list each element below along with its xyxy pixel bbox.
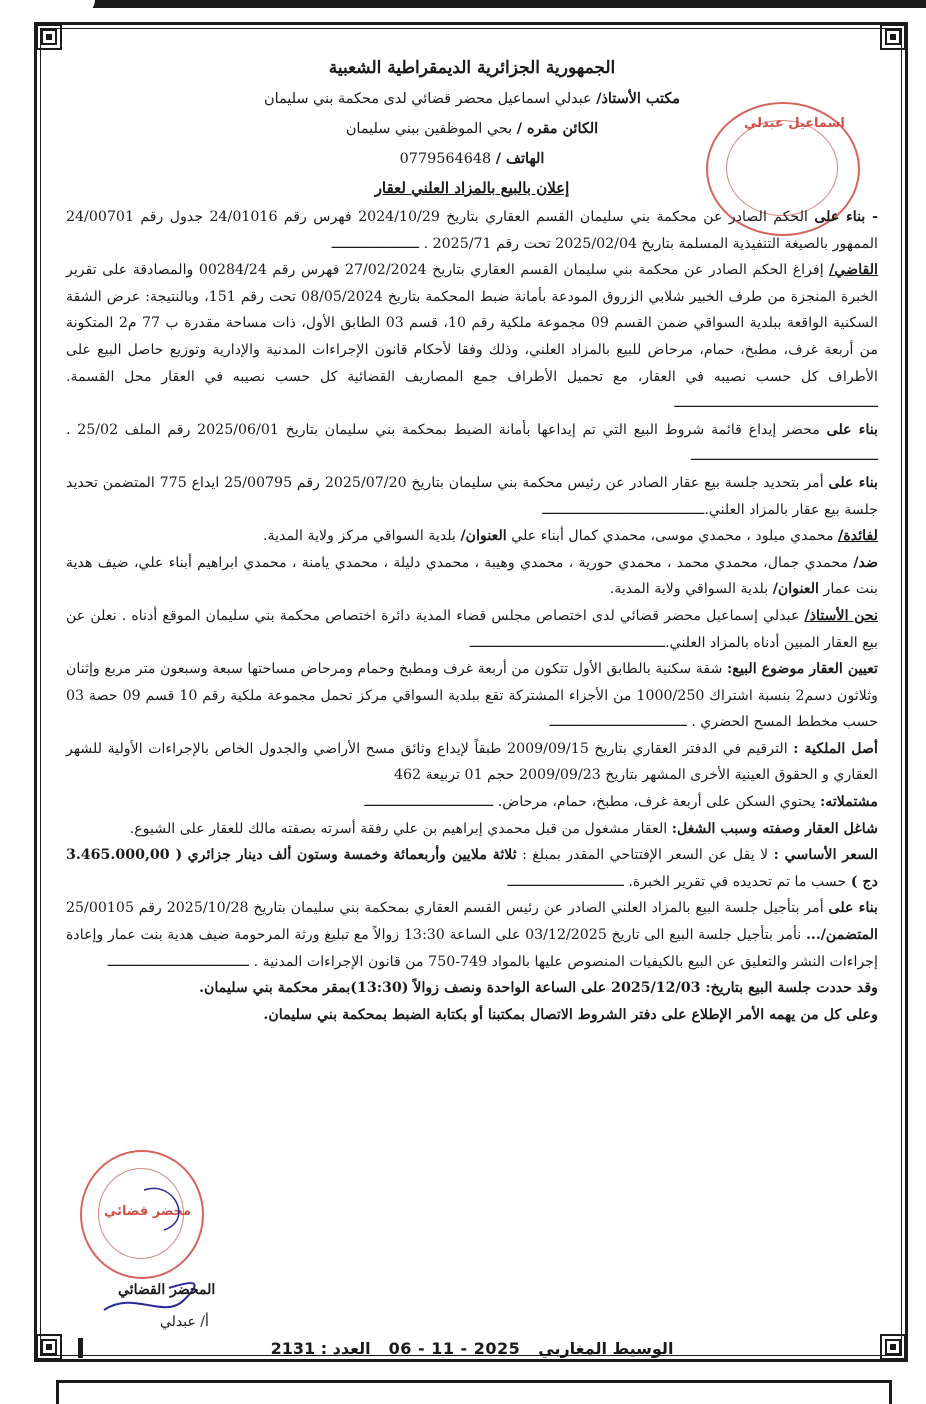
lead-label: بناء على xyxy=(826,421,878,438)
lead-label: المتضمن/... xyxy=(805,927,878,944)
announcement-title xyxy=(66,174,878,204)
paragraph-ruling: القاضي/ إفراغ الحكم الصادر عن محكمة بني سليمان القسم العقاري بتاريخ 27/02/2024 فهرس رقم 00284/24 والمصادقة على تقرير الخبرة المنجزة من طرف الخبير شلابي الزروق المودعة بأمانة ضبط المحكمة بتاريخ 08/05/2024 تحت رقم 151، وبالنتيجة: عرض الشقة السكنية الواقعة ببلدية السواقي ضمن القسم 09 مجموعة ملكية رقم 10، قسم 03 الطابق الأول، ذات مساحة مقدرة ب 77 م2 المتكونة من أربعة غرف، مطبخ، حمام، مرحاض للبيع بالمزاد العلني، وذلك وفقا لأحكام قانون الإجراءات المدنية والإدارية وتوزيع حاصل البيع على الأطراف كل حسب نصيبه في العقار، مع تحميل الأطراف جمع المصاريف القضائية كل حسب نصيبه في العقار محل القسمة. ـــــــــــــــــــــــــــــــــــــــــــــــــ xyxy=(66,262,878,412)
paragraph-ownership xyxy=(66,736,878,789)
phone-value: 0779564648 xyxy=(399,151,492,167)
footer-publication: الوسيط المغاربي xyxy=(538,1338,674,1358)
paragraph-text: لا يقل عن السعر الإفتتاحي المقدر بمبلغ : xyxy=(522,847,769,864)
paragraph-session-date: وقد حددت جلسة البيع بتاريخ: 2025/12/03 على الساعة الواحدة ونصف زوالاً (13:30)بمقر محكمة بني سليمان. xyxy=(199,980,878,997)
paragraph-text: بلدية السواقي ولاية المدية. xyxy=(609,581,769,598)
address-value: بحي الموظفين ببني سليمان xyxy=(345,121,513,137)
paragraph-text: نأمر بتأجيل جلسة البيع الى تاريخ 03/12/2025 على الساعة 13:30 زوالاً مع تبليغ ورثة المرحومة ضيف هدية بنت عمار وإعادة إجراءات النشر والتعليق عن البيع بالكيفيات المنصوص عليها بالمواد 749-750 من قانون الإجراءات المدنية . xyxy=(66,927,878,970)
office-value: عبدلي اسماعيل محضر قضائي لدى محكمة بني سليمان xyxy=(264,91,592,107)
lead-label: لفائدة/ xyxy=(838,528,878,545)
corner-ornament-icon xyxy=(880,1334,906,1360)
paragraph-contact: وعلى كل من يهمه الأمر الإطلاع على دفتر الشروط الاتصال بمكتبنا أو بكتابة الضبط بمحكمة بني سليمان. xyxy=(263,1006,878,1023)
paragraph-occupant xyxy=(66,816,878,843)
paragraph-text: محمدي ميلود ، محمدي موسى، محمدي كمال أبناء علي xyxy=(511,528,834,545)
republic-title: الجمهورية الجزائرية الديمقراطية الشعبية xyxy=(328,58,616,78)
top-border-bar xyxy=(0,0,926,8)
footer xyxy=(66,1332,878,1364)
paragraph-text: الحكم الصادر عن محكمة بني سليمان القسم العقاري بتاريخ 2024/10/29 فهرس رقم 24/01016 جدول رقم 24/00701 الممهور بالصيغة التنفيذية المسلمة بتاريخ 2025/02/04 تحت رقم 2025/71 . xyxy=(66,209,878,252)
paragraph-postponement: بناء على أمر بتأجيل جلسة البيع بالمزاد العلني الصادر عن رئيس القسم العقاري بمحكمة بني سليمان بتاريخ 2025/10/28 رقم 25/00105 المتضمن/... نأمر بتأجيل جلسة البيع الى تاريخ 03/12/2025 على الساعة 13:30 زوالاً مع تبليغ ورثة المرحومة ضيف هدية بنت عمار وإعادة إجراءات النشر والتعليق عن البيع بالكيفيات المنصوص عليها بالمواد 749-750 من قانون الإجراءات المدنية . ــــــــــــــــــــــــــــــــــ xyxy=(66,900,878,970)
corner-ornament-icon xyxy=(880,24,906,50)
signature-name: أ/ عبدلي xyxy=(160,1314,209,1330)
paragraph-session-order: بناء على أمر بتحديد جلسة بيع عقار الصادر عن رئيس محكمة بني سليمان بتاريخ 2025/07/20 رقم 25/00795 ايداع 775 المتضمن تحديد جلسة بيع عقار بالمزاد العلني.ـــــــــــــــــــــــــــــــــــــــ xyxy=(66,474,878,518)
paragraph-against xyxy=(66,550,878,603)
phone-line xyxy=(66,144,878,174)
price-words: ثلاثة ملايين وأربعمائة وخمسة وستون ألف دينار جزائري xyxy=(187,847,517,864)
price-number: ( 3.465.000,00 دج ) xyxy=(66,847,878,890)
footer-date: 06 - 11 - 2025 xyxy=(388,1338,521,1358)
paragraph-beneficiaries xyxy=(66,523,878,550)
announcement-text: إعلان بالبيع بالمزاد العلني لعقار xyxy=(374,179,570,197)
paragraph-text: العقار مشغول من قبل محمدي إبراهيم بن علي رفقة أسرته بصفته مالك للعقار على الشيوع. xyxy=(129,820,668,837)
paragraph-property: تعيين العقار موضوع البيع: شقة سكنية بالطابق الأول تتكون من أربعة غرف ومطبخ وحمام ومرحاض مساحتها سبعة وسبعون متر مربع وإثنان وثلاثون دسم2 بنسبة اشتراك 1000/250 من الأجزاء المشتركة تقع ببلدية السواقي مركز تحمل مجموعة ملكية رقم 10 قسم 09 حصة 03 حسب مخطط المسح الحضري . ـــــــــــــــــــــــــــــــــ xyxy=(66,661,879,731)
office-line xyxy=(66,84,878,114)
signature-title: المحضر القضائي xyxy=(118,1282,216,1298)
lead-label: مشتملاته: xyxy=(820,794,878,811)
paragraph-text: عبدلي إسماعيل محضر قضائي لدى اختصاص مجلس قضاء المدية دائرة اختصاص محكمة بني سليمان الموقع أدناه . نعلن عن بيع العقار المبين أدناه بالمزاد العلني. xyxy=(66,607,878,651)
office-label: مكتب الأستاذ/ xyxy=(596,90,680,107)
lead-label: أصل الملكية : xyxy=(793,740,878,757)
address-label: الكائن مقره / xyxy=(516,120,599,137)
lead-label: السعر الأساسي : xyxy=(773,847,878,864)
corner-ornament-icon xyxy=(36,1334,62,1360)
paragraph-text: محضر إيداع قائمة شروط البيع التي تم إيداعها بأمانة الضبط بمحكمة بني سليمان بتاريخ 2025/06/01 رقم الملف 25/02 . xyxy=(66,421,820,438)
lead-label: بناء على xyxy=(828,900,878,917)
phone-label: الهاتف / xyxy=(495,150,545,167)
paragraph-judgment: - بناء على الحكم الصادر عن محكمة بني سليمان القسم العقاري بتاريخ 2024/10/29 فهرس رقم 24/01016 جدول رقم 24/00701 الممهور بالصيغة التنفيذية المسلمة بتاريخ 2025/02/04 تحت رقم 2025/71 . ـــــــــــــــــــــ xyxy=(66,209,879,252)
paragraph-text: يحتوي السكن على أربعة غرف، مطبخ، حمام، مرحاض. xyxy=(497,794,816,811)
page-curl xyxy=(0,0,95,14)
paragraph-text: الترقيم في الدفتر العقاري بتاريخ 2009/09/15 طبقاً لإيداع وثائق مسح الأراضي والجدول الخاص بالإجراءات الأولية للشهر العقاري و الحقوق العينية الأخرى المشهر بتاريخ 2009/09/23 حجم 01 تربيعة 462 xyxy=(66,740,878,784)
lead-label: القاضي/ xyxy=(829,262,878,279)
lead-label: بناء على xyxy=(828,474,878,491)
stamp-top-text: اسماعيل عبدلي xyxy=(744,116,845,131)
paragraph-text: بلدية السواقي مركز ولاية المدية. xyxy=(262,528,456,545)
address-label: العنوان/ xyxy=(772,581,819,598)
lead-label: تعيين العقار موضوع البيع: xyxy=(727,661,878,678)
signature-scribble-icon xyxy=(74,1160,214,1324)
paragraph-text: محمدي جمال، محمدي محمد ، محمدي حورية ، محمدي وهيبة ، محمدي دليلة ، محمدي يامنة ، محمدي ابراهيم أبناء علي، ضيف هدية بنت عمار xyxy=(66,554,878,598)
paragraph-bailiff: نحن الأستاذ/ عبدلي إسماعيل محضر قضائي لدى اختصاص مجلس قضاء المدية دائرة اختصاص محكمة بني سليمان الموقع أدناه . نعلن عن بيع العقار المبين أدناه بالمزاد العلني.ـــــــــــــــــــــــــــــــــــــــــــــــ xyxy=(66,607,879,651)
corner-ornament-icon xyxy=(36,24,62,50)
paragraph-text: أمر بتحديد جلسة بيع عقار الصادر عن رئيس محكمة بني سليمان بتاريخ 2025/07/20 رقم 25/00795 ايداع 775 المتضمن تحديد جلسة بيع عقار بالمزاد العلني. xyxy=(66,474,878,518)
paragraph-text: إفراغ الحكم الصادر عن محكمة بني سليمان القسم العقاري بتاريخ 27/02/2024 فهرس رقم 00284/24 والمصادقة على تقرير الخبرة المنجزة من طرف الخبير شلابي الزروق المودعة بأمانة ضبط المحكمة بتاريخ 08/05/2024 تحت رقم 151، وبالنتيجة: عرض الشقة السكنية الواقعة ببلدية السواقي ضمن القسم 09 مجموعة ملكية رقم 10، قسم 03 الطابق الأول، ذات مساحة مقدرة ب 77 م2 المتكونة من أربعة غرف، مطبخ، حمام، مرحاض للبيع بالمزاد العلني، وذلك وفقا لأحكام قانون الإجراءات المدنية والإدارية وتوزيع حاصل البيع على الأطراف كل حسب نصيبه في العقار، مع تحميل الأطراف جمع المصاريف القضائية كل حسب نصيبه في العقار محل القسمة. xyxy=(66,262,878,385)
paragraph-text: أمر بتأجيل جلسة البيع بالمزاد العلني الصادر عن رئيس القسم العقاري بمحكمة بني سليمان بتاريخ 2025/10/28 رقم 25/00105 xyxy=(66,900,824,917)
next-page-frame xyxy=(56,1380,892,1404)
paragraph-text: حسب ما تم تحديده في تقرير الخبرة. xyxy=(628,873,847,890)
document-body xyxy=(66,52,878,1028)
address-line xyxy=(66,114,878,144)
paragraph-deposit: بناء على محضر إيداع قائمة شروط البيع التي تم إيداعها بأمانة الضبط بمحكمة بني سليمان بتاريخ 2025/06/01 رقم الملف 25/02 . ـــــــــــــــــــــــــــــــــــــــــــــ xyxy=(66,421,878,465)
address-label: العنوان/ xyxy=(460,528,507,545)
paragraph-text: شقة سكنية بالطابق الأول تتكون من أربعة غرف ومطبخ وحمام ومرحاض مساحتها سبعة وسبعون متر مربع وإثنان وثلاثون دسم2 بنسبة اشتراك 1000/250 من الأجزاء المشتركة تقع ببلدية السواقي مركز تحمل مجموعة ملكية رقم 10 قسم 09 حصة 03 حسب مخطط المسح الحضري . xyxy=(66,661,879,731)
stamp-bottom-text: محضر قضائي xyxy=(104,1204,192,1219)
lead-label: - بناء على xyxy=(814,209,879,225)
lead-label: ضد/ xyxy=(853,554,878,571)
lead-label: نحن الأستاذ/ xyxy=(804,607,879,624)
paragraph-price: السعر الأساسي : لا يقل عن السعر الإفتتاحي المقدر بمبلغ : ثلاثة ملايين وأربعمائة وخمسة وستون ألف دينار جزائري ( 3.465.000,00 دج ) حسب ما تم تحديده في تقرير الخبرة. ــــــــــــــــــــــــــــ xyxy=(66,847,878,890)
footer-issue: العدد : 2131 xyxy=(270,1338,371,1358)
paragraph-contents: مشتملاته: يحتوي السكن على أربعة غرف، مطبخ، حمام، مرحاض. ـــــــــــــــــــــــــــــــ xyxy=(364,794,878,811)
lead-label: شاغل العقار وصفته وسبب الشغل: xyxy=(671,820,878,837)
